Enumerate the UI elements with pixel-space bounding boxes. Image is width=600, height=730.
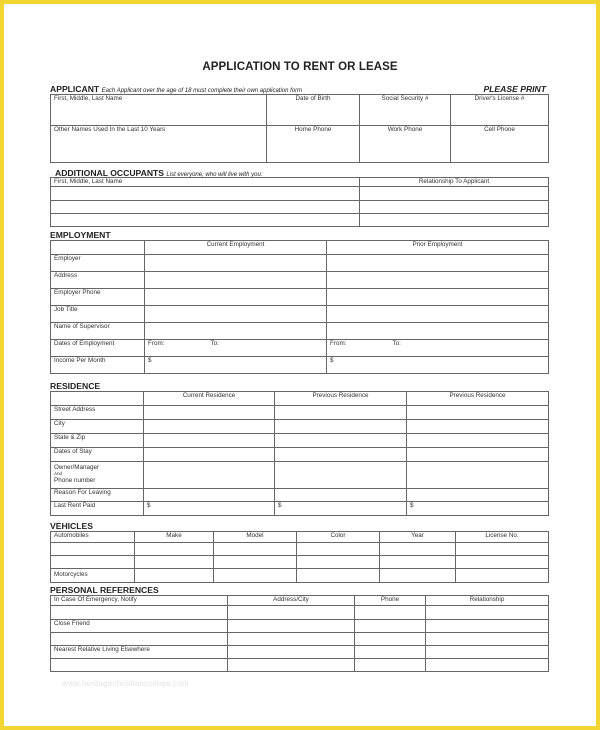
current-supervisor-field[interactable]	[145, 323, 327, 340]
employment-row-label: Income Per Month	[51, 357, 145, 374]
table-row	[51, 255, 549, 272]
previous-residence-header: Previous Residence	[275, 392, 407, 406]
occupant-relationship-field[interactable]	[360, 187, 549, 201]
current-dates-field[interactable]	[145, 340, 327, 357]
watermark-text: www.heritagechristiancollege.com	[62, 679, 189, 688]
automobiles-header: Automobiles	[51, 532, 135, 543]
occupants-note: List everyone, who will live with you:	[166, 172, 263, 178]
reference-field[interactable]	[51, 659, 228, 672]
table-row	[51, 556, 549, 569]
from-label: From:	[330, 340, 347, 347]
vehicle-field[interactable]	[214, 569, 297, 583]
vehicle-field[interactable]	[51, 543, 135, 556]
residence-field[interactable]	[275, 406, 407, 420]
employment-heading: EMPLOYMENT	[50, 230, 111, 240]
please-print-note: PLEASE PRINT	[483, 84, 546, 94]
vehicle-field[interactable]	[297, 569, 380, 583]
vehicle-field[interactable]	[51, 556, 135, 569]
make-header: Make	[135, 532, 214, 543]
reference-field[interactable]	[355, 633, 426, 646]
model-header: Model	[214, 532, 297, 543]
residence-field[interactable]	[275, 448, 407, 462]
vehicles-heading: VEHICLES	[50, 521, 93, 531]
last-rent-field[interactable]: $	[144, 502, 275, 516]
reference-field[interactable]	[228, 659, 355, 672]
form-page	[4, 4, 596, 726]
relationship-header: Relationship	[426, 596, 549, 606]
motorcycles-label: Motorcycles	[51, 569, 135, 583]
vehicle-field[interactable]	[214, 556, 297, 569]
residence-heading: RESIDENCE	[50, 381, 101, 391]
table-row	[51, 323, 549, 340]
current-income-field[interactable]: $	[145, 357, 327, 374]
employment-row-label: Address	[51, 272, 145, 289]
date-of-birth-field[interactable]: Date of Birth	[267, 95, 360, 126]
residence-field[interactable]	[407, 462, 549, 489]
current-job-title-field[interactable]	[145, 306, 327, 323]
and-label: And	[54, 471, 63, 476]
table-row	[51, 532, 549, 543]
last-rent-field[interactable]: $	[407, 502, 549, 516]
current-employer-field[interactable]	[145, 255, 327, 272]
reference-field[interactable]	[51, 633, 228, 646]
reference-field[interactable]	[228, 646, 355, 659]
page-title: APPLICATION TO RENT OR LEASE	[202, 61, 398, 73]
table-row	[51, 241, 549, 255]
residence-field[interactable]	[407, 489, 549, 502]
vehicles-table	[50, 531, 549, 583]
table-row	[51, 596, 549, 606]
residence-row-label: Last Rent Paid	[51, 502, 144, 516]
current-employer-phone-field[interactable]	[145, 289, 327, 306]
color-header: Color	[297, 532, 380, 543]
occupant-name-header: First, Middle, Last Name	[51, 178, 360, 187]
reference-row-label: Close Friend	[51, 620, 228, 633]
residence-corner-cell	[51, 392, 144, 406]
work-phone-field[interactable]: Work Phone	[360, 126, 451, 163]
table-row	[51, 306, 549, 323]
residence-table	[50, 391, 549, 516]
residence-field[interactable]	[144, 406, 275, 420]
prior-address-field[interactable]	[327, 272, 549, 289]
vehicle-field[interactable]	[135, 569, 214, 583]
table-row	[51, 543, 549, 556]
residence-field[interactable]	[144, 462, 275, 489]
current-address-field[interactable]	[145, 272, 327, 289]
table-row	[51, 646, 549, 659]
owner-manager-label: Owner/Manager	[54, 464, 100, 471]
table-row	[51, 489, 549, 502]
reference-field[interactable]	[426, 633, 549, 646]
table-row	[51, 178, 549, 187]
table-row	[51, 201, 549, 214]
reference-field[interactable]	[355, 659, 426, 672]
address-city-header: Address/City	[228, 596, 355, 606]
occupants-table	[50, 177, 549, 227]
occupant-relationship-field[interactable]	[360, 201, 549, 214]
applicant-heading-label: APPLICANT	[50, 84, 100, 94]
vehicle-field[interactable]	[380, 556, 456, 569]
vehicle-field[interactable]	[297, 556, 380, 569]
residence-field[interactable]	[275, 462, 407, 489]
drivers-license-field[interactable]: Driver's License #	[451, 95, 549, 126]
reference-field[interactable]	[355, 620, 426, 633]
residence-row-label: City	[51, 420, 144, 434]
table-row	[51, 420, 549, 434]
reference-field[interactable]	[355, 606, 426, 620]
from-label: From:	[148, 340, 165, 347]
cell-phone-field[interactable]: Cell Phone	[451, 126, 549, 163]
vehicle-field[interactable]	[380, 543, 456, 556]
residence-row-label: Reason For Leaving	[51, 489, 144, 502]
employment-row-label: Employer Phone	[51, 289, 145, 306]
table-row	[51, 448, 549, 462]
employment-row-label: Name of Supervisor	[51, 323, 145, 340]
vehicle-field[interactable]	[380, 569, 456, 583]
to-label: To:	[210, 340, 219, 347]
occupant-relationship-header: Relationship To Applicant	[360, 178, 549, 187]
year-header: Year	[380, 532, 456, 543]
other-names-field[interactable]: Other Names Used In the Last 10 Years	[51, 126, 267, 163]
residence-row-label: Street Address	[51, 406, 144, 420]
applicant-heading	[50, 84, 302, 94]
reference-field[interactable]	[228, 633, 355, 646]
table-row	[51, 569, 549, 583]
table-row	[51, 606, 549, 620]
applicant-note: Each Applicant over the age of 18 must complete their own application form	[101, 88, 303, 94]
vehicle-field[interactable]	[135, 543, 214, 556]
current-residence-header: Current Residence	[144, 392, 275, 406]
employment-row-label: Dates of Employment	[51, 340, 145, 357]
residence-field[interactable]	[407, 406, 549, 420]
license-header: License No.	[456, 532, 549, 543]
table-row	[51, 214, 549, 227]
to-label: To:	[392, 340, 401, 347]
references-heading: PERSONAL REFERENCES	[50, 585, 159, 595]
current-employment-header: Current Employment	[145, 241, 327, 255]
table-row	[51, 187, 549, 201]
residence-field[interactable]	[144, 420, 275, 434]
vehicle-field[interactable]	[214, 543, 297, 556]
vehicle-field[interactable]	[456, 569, 549, 583]
reference-field[interactable]	[426, 606, 549, 620]
occupant-name-field[interactable]	[51, 214, 360, 227]
reference-field[interactable]	[228, 606, 355, 620]
previous-residence-header: Previous Residence	[407, 392, 549, 406]
residence-field[interactable]	[275, 420, 407, 434]
reference-field[interactable]	[426, 659, 549, 672]
social-security-field[interactable]: Social Security #	[360, 95, 451, 126]
table-row	[51, 126, 549, 163]
residence-field[interactable]	[407, 448, 549, 462]
table-row	[51, 95, 549, 126]
occupant-name-field[interactable]	[51, 201, 360, 214]
table-row	[51, 502, 549, 516]
table-row	[51, 633, 549, 646]
occupants-heading-label: ADDITIONAL OCCUPANTS	[55, 168, 165, 178]
occupant-relationship-field[interactable]	[360, 214, 549, 227]
employment-table	[50, 240, 549, 374]
reference-row-label: Nearest Relative Living Elsewhere	[51, 646, 228, 659]
prior-income-field[interactable]: $	[327, 357, 549, 374]
employment-row-label: Job Title	[51, 306, 145, 323]
table-row	[51, 392, 549, 406]
reference-field[interactable]	[426, 620, 549, 633]
applicant-table	[50, 94, 549, 163]
table-row	[51, 406, 549, 420]
residence-field[interactable]	[144, 448, 275, 462]
reference-field[interactable]	[228, 620, 355, 633]
residence-field[interactable]	[275, 489, 407, 502]
employment-row-label: Employer	[51, 255, 145, 272]
vehicle-field[interactable]	[456, 543, 549, 556]
home-phone-field[interactable]: Home Phone	[267, 126, 360, 163]
residence-row-label	[51, 462, 144, 489]
residence-row-label: Dates of Stay	[51, 448, 144, 462]
employment-corner-cell	[51, 241, 145, 255]
prior-dates-field[interactable]	[327, 340, 549, 357]
table-row	[51, 340, 549, 357]
table-row	[51, 272, 549, 289]
vehicle-field[interactable]	[297, 543, 380, 556]
occupant-name-field[interactable]	[51, 187, 360, 201]
prior-employer-phone-field[interactable]	[327, 289, 549, 306]
references-table	[50, 595, 549, 672]
residence-field[interactable]	[407, 434, 549, 448]
vehicle-field[interactable]	[135, 556, 214, 569]
prior-job-title-field[interactable]	[327, 306, 549, 323]
residence-field[interactable]	[144, 489, 275, 502]
table-row	[51, 357, 549, 374]
residence-row-label: State & Zip	[51, 434, 144, 448]
reference-field[interactable]	[51, 606, 228, 620]
residence-field[interactable]	[275, 434, 407, 448]
reference-field[interactable]	[426, 646, 549, 659]
prior-employment-header: Prior Employment	[327, 241, 549, 255]
reference-field[interactable]	[355, 646, 426, 659]
phone-header: Phone	[355, 596, 426, 606]
last-rent-field[interactable]: $	[275, 502, 407, 516]
applicant-name-field[interactable]: First, Middle, Last Name	[51, 95, 267, 126]
emergency-contact-header: In Case Of Emergency, Notify	[51, 596, 228, 606]
table-row	[51, 289, 549, 306]
table-row	[51, 620, 549, 633]
table-row	[51, 462, 549, 489]
vehicle-field[interactable]	[456, 556, 549, 569]
table-row	[51, 434, 549, 448]
table-row	[51, 659, 549, 672]
residence-field[interactable]	[144, 434, 275, 448]
residence-field[interactable]	[407, 420, 549, 434]
prior-supervisor-field[interactable]	[327, 323, 549, 340]
prior-employer-field[interactable]	[327, 255, 549, 272]
phone-number-label: Phone number	[54, 476, 96, 484]
